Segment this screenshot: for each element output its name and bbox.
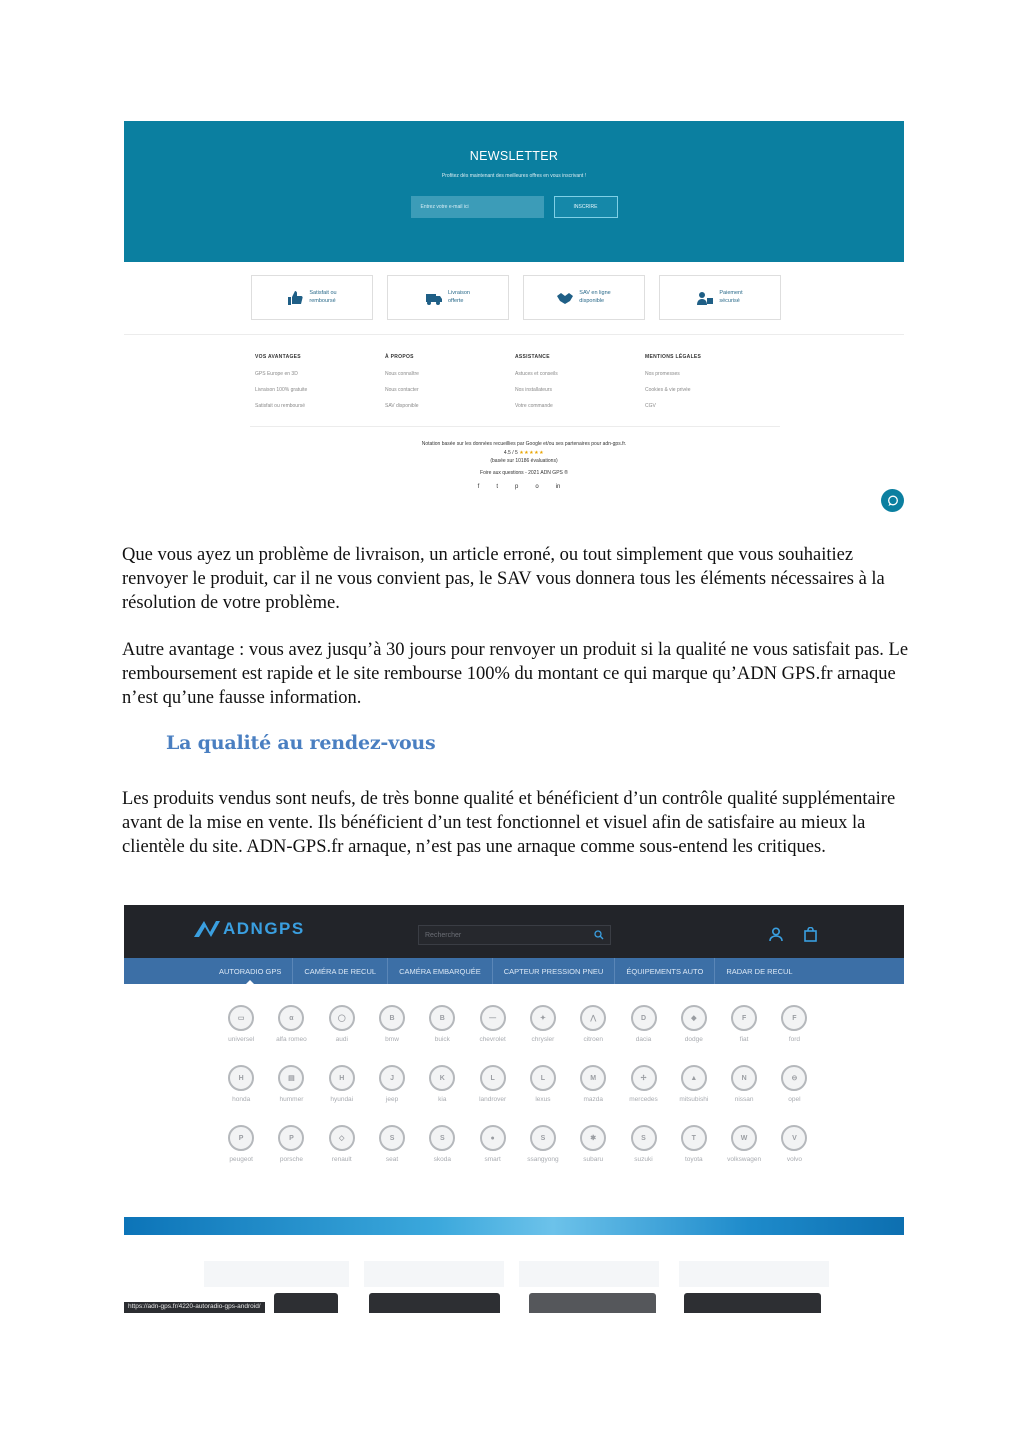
facebook-icon[interactable]: f (477, 484, 480, 490)
newsletter-banner (124, 121, 904, 262)
rating-count: (basée sur 10186 évaluations) (490, 458, 558, 464)
footer-link[interactable]: Astuces et conseils (515, 371, 558, 377)
brand-logo-icon: P (228, 1125, 254, 1151)
benefit-support (523, 275, 645, 320)
instagram-icon[interactable]: o (535, 484, 539, 490)
brand-smart[interactable] (467, 1125, 517, 1163)
footer-link[interactable]: SAV disponible (385, 403, 419, 409)
truck-icon (426, 291, 442, 305)
brand-skoda[interactable] (417, 1125, 467, 1163)
brand-label: fiat (739, 1036, 749, 1043)
brand-label: hyundai (330, 1096, 354, 1103)
brand-logo-icon: J (379, 1065, 405, 1091)
brand-label: mercedes (629, 1096, 658, 1103)
brand-logo-icon: P (278, 1125, 304, 1151)
store-header (124, 905, 904, 958)
benefit-line2: disponible (579, 297, 605, 304)
benefit-line2: sécurisé (719, 297, 740, 304)
newsletter-title: NEWSLETTER (469, 149, 559, 163)
product-image[interactable] (529, 1293, 656, 1313)
thumbs-up-icon (287, 291, 303, 305)
brand-logo-icon: M (580, 1065, 606, 1091)
article-paragraph: Autre avantage : vous avez jusqu’à 30 jours pour renvoyer un produit si la qualité ne vous satisfait pas. Le remboursement est rapide et le site rembourse 100% du montant ce qui marque qu’ADN GPS.fr arnaque n’est qu’une fausse information. (122, 640, 909, 708)
nav-autoradio-gps[interactable]: AUTORADIO GPS (208, 958, 293, 984)
brand-label: universel (228, 1036, 255, 1043)
brand-mitsubishi[interactable] (669, 1065, 719, 1103)
brand-label: skoda (433, 1156, 452, 1163)
divider (250, 426, 780, 427)
rating-score: 4.5 / 5 (503, 449, 518, 456)
brand-alfa-romeo[interactable] (266, 1005, 316, 1043)
brand-mazda[interactable] (568, 1065, 618, 1103)
brand-logo-icon: ▭ (228, 1005, 254, 1031)
footer-link[interactable]: Cookies & vie privée (645, 387, 691, 393)
benefit-payment (659, 275, 781, 320)
brand-renault[interactable] (317, 1125, 367, 1163)
product-image[interactable] (274, 1293, 338, 1313)
brand-logo-icon: F (731, 1005, 757, 1031)
footer-link[interactable]: Satisfait ou remboursé (255, 403, 306, 409)
footer-column (515, 354, 645, 409)
brand-ford[interactable] (769, 1005, 819, 1043)
brand-label: bmw (385, 1036, 399, 1043)
brand-label: volkswagen (727, 1156, 762, 1163)
benefit-line1: SAV en ligne (579, 290, 611, 297)
brand-volvo[interactable] (769, 1125, 819, 1163)
brand-logo-icon: F (781, 1005, 807, 1031)
brand-label: smart (484, 1156, 501, 1163)
product-caption (679, 1261, 829, 1287)
brand-logo-icon: ● (480, 1125, 506, 1151)
brand-label: mazda (583, 1096, 603, 1103)
brand-honda[interactable] (216, 1065, 266, 1103)
brand-logo-icon: D (631, 1005, 657, 1031)
brand-dodge[interactable] (669, 1005, 719, 1043)
brand-label: mitsubishi (679, 1096, 709, 1103)
cart-icon[interactable] (804, 927, 817, 942)
benefit-line2: offerte (447, 297, 464, 304)
brand-label: opel (788, 1096, 801, 1103)
product-image[interactable] (684, 1293, 821, 1313)
brand-mercedes[interactable] (618, 1065, 668, 1103)
chat-bubble-icon (887, 495, 899, 507)
brand-buick[interactable] (417, 1005, 467, 1043)
footer-link[interactable]: Votre commande (515, 403, 553, 409)
brand-logo-icon: ▤ (278, 1065, 304, 1091)
adngps-logo-icon (194, 920, 220, 938)
brand-label: jeep (385, 1096, 399, 1103)
handshake-icon (557, 291, 573, 305)
brand-seat[interactable] (367, 1125, 417, 1163)
footer-column (255, 354, 385, 409)
brand-label: lexus (535, 1096, 551, 1103)
footer-link[interactable]: Nous connaître (385, 371, 419, 377)
brand-label: dodge (684, 1036, 703, 1043)
brand-logo-icon: ✦ (530, 1005, 556, 1031)
product-caption (364, 1261, 504, 1287)
newsletter-email-input[interactable]: Entrez votre e-mail ici (411, 196, 544, 218)
brand-logo-icon: B (429, 1005, 455, 1031)
rating-note: Notation basée sur les données recueillies par Google et/ou ses partenaires pour adn-gps.fr. (421, 441, 627, 447)
footer-columns (255, 354, 904, 409)
store-logo[interactable] (194, 919, 305, 939)
brand-label: renault (331, 1156, 352, 1163)
search-placeholder: Rechercher (425, 931, 462, 939)
product-image[interactable] (369, 1293, 500, 1313)
brand-chevrolet[interactable] (467, 1005, 517, 1043)
footer-column-heading: MENTIONS LÉGALES (645, 354, 702, 360)
brand-logo-icon: — (480, 1005, 506, 1031)
user-account-icon[interactable] (769, 927, 783, 942)
brand-logo-icon: ◇ (329, 1125, 355, 1151)
brand-opel[interactable] (769, 1065, 819, 1103)
brand-logo-icon: W (731, 1125, 757, 1151)
brand-logo-icon: ✢ (631, 1065, 657, 1091)
brand-label: hummer (279, 1096, 304, 1103)
store-logo-text: ADNGPS (223, 919, 305, 938)
nav-camera-recul[interactable]: CAMÉRA DE RECUL (293, 958, 388, 984)
brand-dacia[interactable] (618, 1005, 668, 1043)
article-paragraph: Les produits vendus sont neufs, de très bonne qualité et bénéficient d’un contrôle qualité supplémentaire avant de la mise en vente. Ils bénéficient d’un test fonctionnel et visuel afin de satisfaire au mieux la clientèle du site. ADN-GPS.fr arnaque, n’est pas une arnaque comme sous-entend les critiques. (122, 789, 896, 857)
brand-logo-icon: ✱ (580, 1125, 606, 1151)
brand-label: subaru (583, 1156, 604, 1163)
newsletter-subscribe-button[interactable]: INSCRIRE (554, 196, 618, 218)
footer-link[interactable]: CGV (645, 403, 656, 409)
brand-subaru[interactable] (568, 1125, 618, 1163)
newsletter-subtitle: Profitez dès maintenant des meilleures offres en vous inscrivant ! (441, 173, 587, 179)
rating-block (124, 440, 904, 477)
brand-landrover[interactable] (467, 1065, 517, 1103)
brand-logo-icon: ▲ (681, 1065, 707, 1091)
footer-link[interactable]: GPS Europe en 3D (255, 371, 298, 377)
brand-audi[interactable] (317, 1005, 367, 1043)
brand-logo-icon: ◯ (329, 1005, 355, 1031)
footer-link[interactable]: Nos installateurs (515, 387, 552, 393)
status-url: https://adn-gps.fr/4220-autoradio-gps-android/ (124, 1302, 265, 1313)
brand-logo-icon: K (429, 1065, 455, 1091)
divider (124, 334, 904, 335)
brand-logo-icon: ◆ (681, 1005, 707, 1031)
benefit-line1: Satisfait ou (309, 290, 337, 297)
brand-label: volvo (786, 1156, 802, 1163)
brand-label: seat (385, 1156, 399, 1163)
brand-toyota[interactable] (669, 1125, 719, 1163)
brand-label: buick (434, 1036, 450, 1043)
brand-label: toyota (684, 1156, 703, 1163)
rating-stars: ★★★★★ (519, 449, 545, 456)
brand-label: porsche (279, 1156, 303, 1163)
newsletter-footer-screenshot (124, 121, 904, 518)
brand-jeep[interactable] (367, 1065, 417, 1103)
brand-label: chevrolet (479, 1036, 506, 1043)
brand-bmw[interactable] (367, 1005, 417, 1043)
benefits-row (251, 275, 904, 320)
store-screenshot (124, 905, 904, 1313)
brand-logo-icon: B (379, 1005, 405, 1031)
brand-logo-icon: S (530, 1125, 556, 1151)
footer-link[interactable]: Livraison 100% gratuite (255, 387, 308, 393)
hero-banner-strip (124, 1217, 904, 1235)
brand-label: alfa romeo (276, 1036, 307, 1043)
linkedin-icon[interactable]: in (555, 484, 561, 490)
copyright: Foire aux questions - 2021 ADN GPS ® (480, 469, 568, 476)
brand-logo-icon: T (681, 1125, 707, 1151)
product-caption (204, 1261, 349, 1287)
benefit-satisfied (251, 275, 373, 320)
brand-kia[interactable] (417, 1065, 467, 1103)
twitter-icon[interactable]: t (496, 484, 498, 490)
nav-capteur-pression[interactable]: CAPTEUR PRESSION PNEU (493, 958, 616, 984)
footer-link[interactable]: Nous contacter (385, 387, 419, 393)
brand-label: suzuki (634, 1156, 653, 1163)
product-caption (519, 1261, 659, 1287)
nav-equipements-auto[interactable]: ÉQUIPEMENTS AUTO (615, 958, 715, 984)
benefit-line1: Livraison (447, 290, 470, 297)
brand-suzuki[interactable] (618, 1125, 668, 1163)
brand-lexus[interactable] (518, 1065, 568, 1103)
brand-label: kia (438, 1096, 447, 1103)
pinterest-icon[interactable]: p (514, 484, 519, 490)
brand-grid (216, 1005, 816, 1163)
brand-porsche[interactable] (266, 1125, 316, 1163)
brand-label: dacia (635, 1036, 652, 1043)
benefit-line2: remboursé (309, 297, 336, 304)
benefit-delivery (387, 275, 509, 320)
brand-ssangyong[interactable] (518, 1125, 568, 1163)
brand-logo-icon: S (429, 1125, 455, 1151)
brand-logo-icon: V (781, 1125, 807, 1151)
brand-label: audi (335, 1036, 348, 1043)
brand-chrysler[interactable] (518, 1005, 568, 1043)
chat-button[interactable] (881, 489, 904, 512)
brand-hyundai[interactable] (317, 1065, 367, 1103)
brand-label: peugeot (229, 1156, 253, 1163)
search-input[interactable] (418, 925, 611, 945)
social-links (124, 484, 904, 490)
brand-logo-icon: L (480, 1065, 506, 1091)
secure-user-icon (697, 291, 713, 305)
brand-logo-icon: ⊖ (781, 1065, 807, 1091)
brand-peugeot[interactable] (216, 1125, 266, 1163)
brand-universel[interactable] (216, 1005, 266, 1043)
brand-logo-icon: L (530, 1065, 556, 1091)
brand-volkswagen[interactable] (719, 1125, 769, 1163)
benefit-line1: Paiement (719, 290, 743, 297)
brand-label: honda (232, 1096, 251, 1103)
footer-column-heading: VOS AVANTAGES (255, 354, 301, 360)
category-nav (124, 958, 904, 984)
newsletter-form (124, 196, 904, 218)
brand-logo-icon: N (731, 1065, 757, 1091)
brand-hummer[interactable] (266, 1065, 316, 1103)
search-icon[interactable] (594, 930, 604, 940)
brand-logo-icon: ⋀ (580, 1005, 606, 1031)
brand-fiat[interactable] (719, 1005, 769, 1043)
brand-label: chrysler (531, 1036, 555, 1043)
footer-link[interactable]: Nos promesses (645, 371, 680, 377)
brand-label: nissan (734, 1096, 754, 1103)
nav-camera-embarquee[interactable]: CAMÉRA EMBARQUÉE (388, 958, 493, 984)
footer-column-heading: ASSISTANCE (515, 354, 550, 360)
brand-logo-icon: H (329, 1065, 355, 1091)
brand-label: ford (788, 1036, 801, 1043)
brand-logo-icon: S (631, 1125, 657, 1151)
brand-logo-icon: H (228, 1065, 254, 1091)
brand-logo-icon: S (379, 1125, 405, 1151)
brand-citroen[interactable] (568, 1005, 618, 1043)
footer-column-heading: À PROPOS (385, 354, 414, 360)
section-heading: La qualité au rendez-vous (166, 732, 436, 754)
brand-label: ssangyong (527, 1156, 559, 1163)
nav-radar-recul[interactable]: RADAR DE RECUL (726, 966, 793, 976)
brand-label: citroen (583, 1036, 603, 1043)
footer-column (645, 354, 775, 409)
footer-column (385, 354, 515, 409)
brand-label: landrover (479, 1096, 507, 1103)
article-paragraph: Que vous ayez un problème de livraison, un article erroné, ou tout simplement que vous souhaitiez renvoyer le produit, car il ne vous convient pas, le SAV vous donnera tous les éléments nécessaires à la résolution de votre problème. (122, 545, 885, 613)
brand-nissan[interactable] (719, 1065, 769, 1103)
brand-logo-icon: α (278, 1005, 304, 1031)
